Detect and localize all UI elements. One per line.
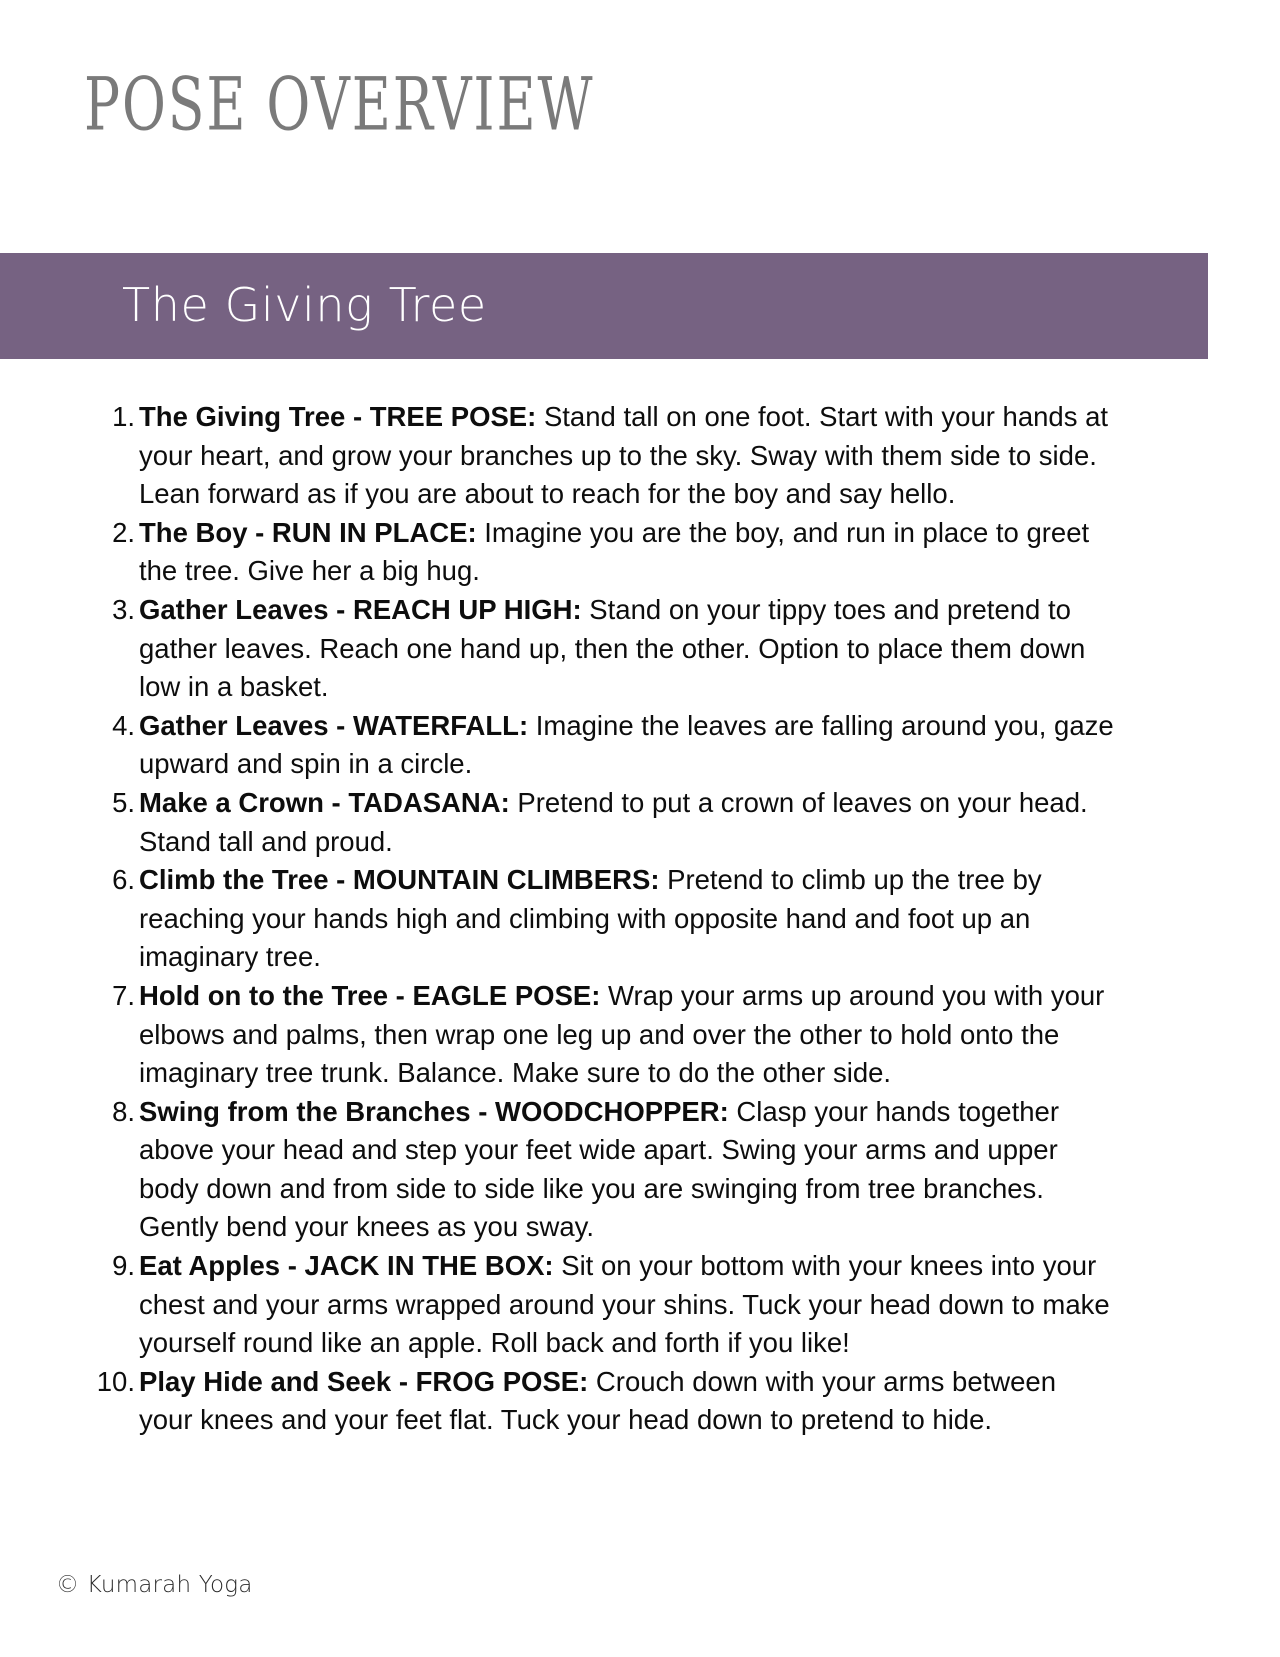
list-item-text xyxy=(139,398,1116,514)
list-item-text xyxy=(139,1093,1116,1247)
pose-name: Make a Crown - TADASANA: xyxy=(139,786,510,818)
pose-name: Play Hide and Seek - FROG POSE: xyxy=(139,1365,589,1397)
pose-description: Wrap your arms up around you with your elbows and palms, then wrap one leg up and over the other to hold onto the imaginary tree trunk. Balance. Make sure to do the other side. xyxy=(139,979,1105,1089)
section-title: The Giving Tree xyxy=(122,277,487,332)
page-title: POSE OVERVIEW xyxy=(84,60,595,148)
pose-list xyxy=(96,398,1116,1440)
pose-name: The Boy - RUN IN PLACE: xyxy=(139,516,477,548)
list-item-number: 5. xyxy=(112,786,135,818)
list-item-number: 2. xyxy=(112,516,135,548)
pose-description: Imagine the leaves are falling around you, gaze upward and spin in a circle. xyxy=(139,709,1114,780)
pose-description: Sit on your bottom with your knees into your chest and your arms wrapped around your shins. Tuck your head down to make yourself round like an apple. Roll back and forth if you like! xyxy=(139,1250,1110,1359)
list-item-number: 7. xyxy=(112,979,135,1011)
list-item-text xyxy=(139,1247,1116,1363)
list-item-number: 4. xyxy=(112,709,135,741)
list-item-number: 3. xyxy=(112,593,135,625)
section-banner xyxy=(0,253,1208,359)
list-item xyxy=(96,977,1116,1093)
list-item xyxy=(96,398,1116,514)
pose-name: Swing from the Branches - WOODCHOPPER: xyxy=(139,1095,729,1127)
list-item-number: 10. xyxy=(96,1365,135,1397)
pose-description: Pretend to climb up the tree by reaching your hands high and climbing with opposite hand and foot up an imaginary tree. xyxy=(139,864,1042,973)
pose-description: Clasp your hands together above your head and step your feet wide apart. Swing your arms and upper body down and from side to side like you are swinging from tree branches. Gently bend your knees as you sway. xyxy=(139,1095,1059,1243)
pose-description: Imagine you are the boy, and run in place to greet the tree. Give her a big hug. xyxy=(139,516,1090,587)
pose-name: Hold on to the Tree - EAGLE POSE: xyxy=(139,979,601,1011)
list-item-number: 6. xyxy=(112,864,135,896)
pose-description: Pretend to put a crown of leaves on your head. Stand tall and proud. xyxy=(139,786,1088,857)
list-item-text xyxy=(139,707,1116,784)
list-item xyxy=(96,707,1116,784)
pose-name: Climb the Tree - MOUNTAIN CLIMBERS: xyxy=(139,864,660,896)
copyright-footer: © Kumarah Yoga xyxy=(56,1572,253,1598)
pose-description: Crouch down with your arms between your knees and your feet flat. Tuck your head down to pretend to hide. xyxy=(139,1365,1057,1436)
pose-description: Stand on your tippy toes and pretend to gather leaves. Reach one hand up, then the other. Option to place them down low in a basket. xyxy=(139,593,1086,703)
list-item xyxy=(96,861,1116,977)
list-item-text xyxy=(139,591,1116,707)
list-item xyxy=(96,591,1116,707)
pose-name: Eat Apples - JACK IN THE BOX: xyxy=(139,1250,554,1282)
pose-name: The Giving Tree - TREE POSE: xyxy=(139,401,537,432)
pose-description: Stand tall on one foot. Start with your hands at your heart, and grow your branches up to the sky. Sway with them side to side. Lean forward as if you are about to reach for the boy and say hello. xyxy=(139,401,1109,510)
list-item-text xyxy=(139,861,1116,977)
list-item-text xyxy=(139,1363,1116,1440)
list-item xyxy=(96,784,1116,861)
list-item-text xyxy=(139,784,1116,861)
list-item-number: 8. xyxy=(112,1095,135,1127)
list-item-text xyxy=(139,514,1116,591)
list-item xyxy=(96,1093,1116,1247)
list-item xyxy=(96,1363,1116,1440)
list-item xyxy=(96,514,1116,591)
pose-name: Gather Leaves - WATERFALL: xyxy=(139,709,529,741)
list-item-number: 1. xyxy=(112,401,135,432)
list-item xyxy=(96,1247,1116,1363)
list-item-number: 9. xyxy=(112,1250,135,1282)
list-item-text xyxy=(139,977,1116,1093)
pose-name: Gather Leaves - REACH UP HIGH: xyxy=(139,593,582,625)
